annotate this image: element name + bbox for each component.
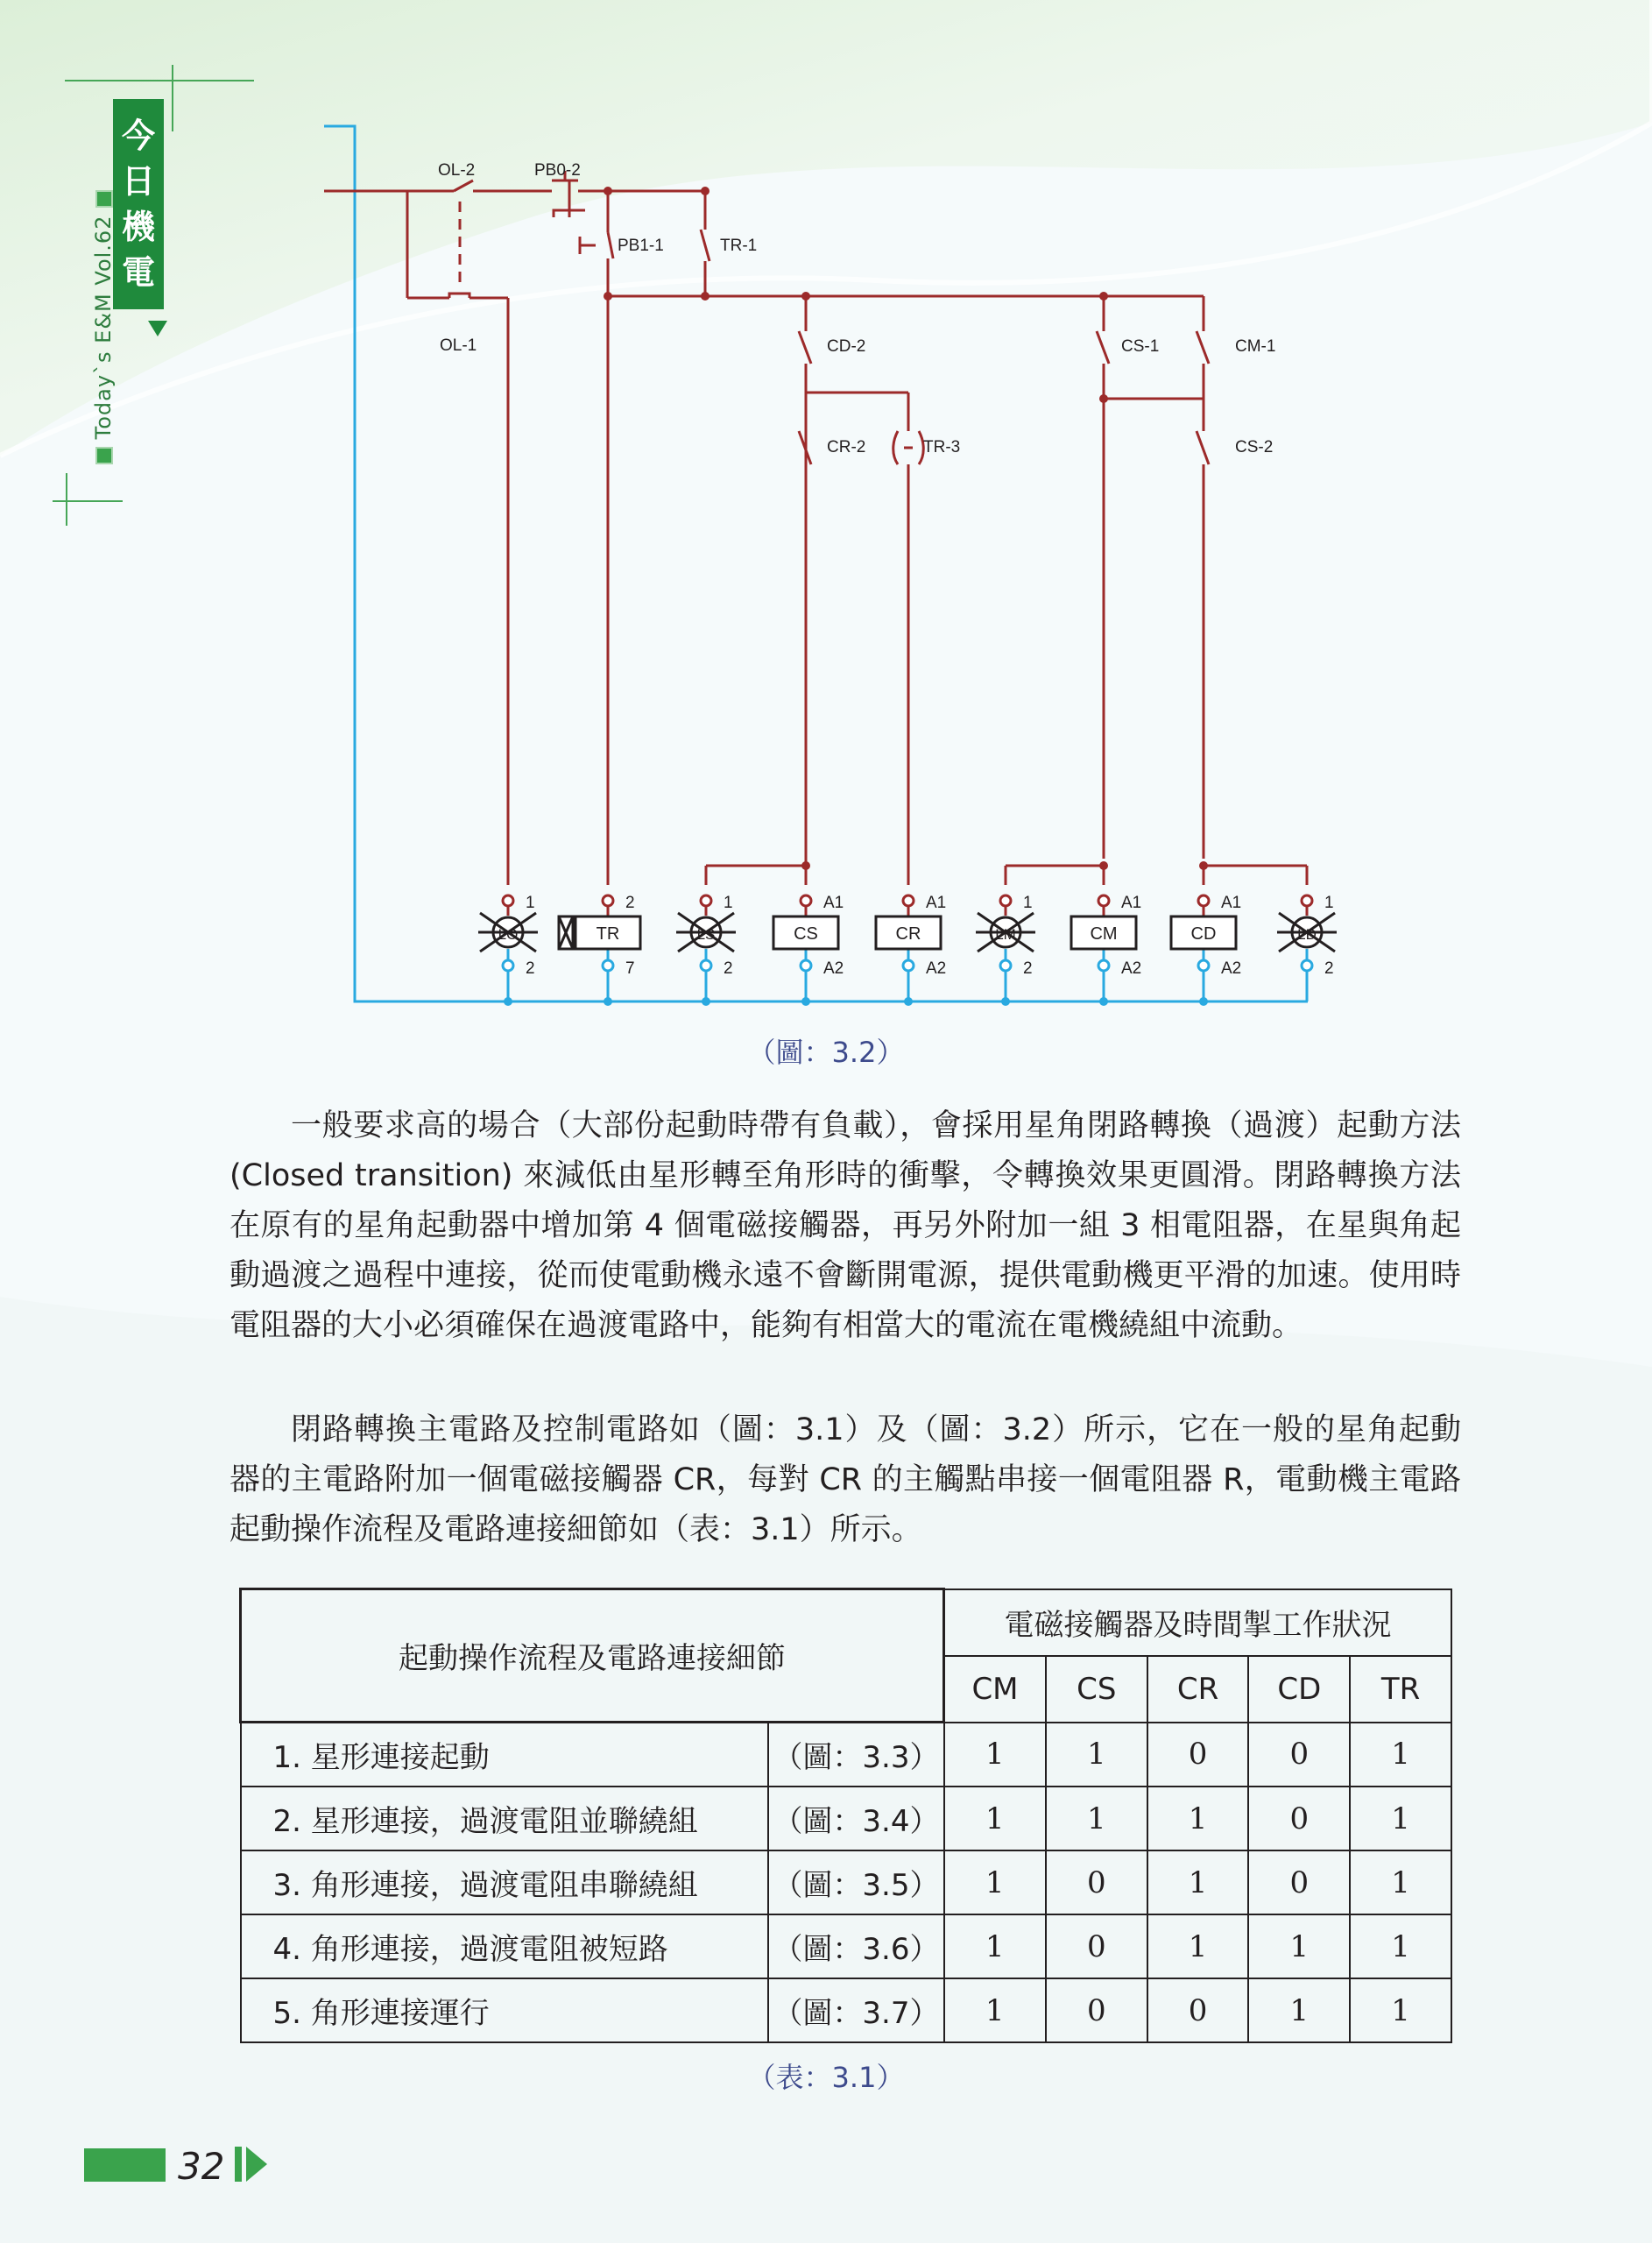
- value-cell: 1: [944, 1787, 1046, 1850]
- label-cm1: CM-1: [1235, 337, 1276, 356]
- terminal-bottom-label: A2: [1121, 959, 1142, 978]
- column-header: CR: [1147, 1656, 1249, 1723]
- value-cell: 0: [1046, 1914, 1147, 1978]
- terminal-bottom-label: 2: [1023, 959, 1033, 978]
- volume-text: Today`s E&M Vol.62: [91, 215, 116, 440]
- component-tr: [559, 894, 640, 1001]
- terminal-top-label: 1: [724, 894, 733, 912]
- cs1-contact: [1097, 331, 1109, 364]
- column-header: CD: [1248, 1656, 1350, 1723]
- component-cm: [1071, 894, 1141, 1001]
- ol1-contact: [449, 294, 469, 298]
- step-cell: 2. 星形連接，過渡電阻並聯繞組: [241, 1787, 769, 1850]
- component-label: LM: [995, 926, 1016, 943]
- pb11-contact: [608, 232, 613, 258]
- component-lm: [976, 894, 1035, 1001]
- figure-caption: （圖：3.2）: [747, 1036, 905, 1069]
- terminal-bottom-label: 2: [526, 959, 535, 978]
- label-cr2: CR-2: [827, 438, 866, 456]
- masthead-char: 今: [121, 116, 155, 155]
- table-row: [241, 1978, 1452, 2042]
- masthead-char: 機: [121, 207, 155, 246]
- label-ol2: OL-2: [438, 161, 476, 180]
- control-circuit-diagram: [0, 0, 1652, 1051]
- value-cell: 0: [1248, 1787, 1350, 1850]
- label-tr3: TR-3: [923, 438, 961, 456]
- value-cell: 1: [1147, 1787, 1249, 1850]
- component-row: [478, 894, 1337, 1001]
- value-cell: 1: [1350, 1787, 1451, 1850]
- terminal-top-label: A1: [1121, 894, 1142, 912]
- neutral-line: [324, 126, 1308, 1001]
- header-right: 電磁接觸器及時間掣工作狀況: [944, 1589, 1451, 1656]
- value-cell: 1: [1350, 1723, 1451, 1787]
- page-bar: [84, 2148, 166, 2182]
- label-cs1: CS-1: [1121, 337, 1160, 356]
- value-cell: 1: [1248, 1978, 1350, 2042]
- value-cell: 1: [1248, 1914, 1350, 1978]
- component-ld: [1277, 894, 1337, 1001]
- terminal-bottom-label: 2: [724, 959, 733, 978]
- value-cell: 1: [944, 1978, 1046, 2042]
- value-cell: 1: [1147, 1914, 1249, 1978]
- component-cr: [876, 894, 946, 1001]
- value-cell: 1: [944, 1850, 1046, 1914]
- value-cell: 1: [1350, 1850, 1451, 1914]
- value-cell: 1: [944, 1723, 1046, 1787]
- value-cell: 1: [944, 1914, 1046, 1978]
- tr1-contact: [701, 230, 710, 261]
- component-label: LS: [696, 926, 716, 943]
- ref-cell: （圖：3.6）: [768, 1914, 943, 1978]
- table-row: [241, 1914, 1452, 1978]
- page-number: 32: [178, 2145, 225, 2188]
- cd2-contact: [799, 331, 811, 364]
- value-cell: 1: [1350, 1914, 1451, 1978]
- tr3-contact: [893, 431, 924, 464]
- column-header: TR: [1350, 1656, 1451, 1723]
- cs2-contact: [1197, 431, 1209, 464]
- value-cell: 0: [1046, 1978, 1147, 2042]
- operation-table: [239, 1588, 1452, 2043]
- terminal-bottom-label: A2: [823, 959, 844, 978]
- terminal-bottom-label: A2: [1221, 959, 1242, 978]
- ref-cell: （圖：3.4）: [768, 1787, 943, 1850]
- table-header-row: [241, 1589, 1452, 1656]
- step-cell: 4. 角形連接，過渡電阻被短路: [241, 1914, 769, 1978]
- table-row: [241, 1723, 1452, 1787]
- label-pb02: PB0-2: [534, 161, 581, 180]
- terminal-top-label: A1: [1221, 894, 1242, 912]
- step-cell: 1. 星形連接起動: [241, 1723, 769, 1787]
- component-label: CD: [1190, 924, 1217, 944]
- cm1-contact: [1197, 331, 1209, 364]
- terminal-top-label: 1: [526, 894, 535, 912]
- masthead-char: 日: [121, 161, 155, 201]
- paragraph-2: 閉路轉換主電路及控制電路如（圖：3.1）及（圖：3.2）所示，它在一般的星角起動器的主電路附加一個電磁接觸器 CR，每對 CR 的主觸點串接一個電阻器 R，電動機主電路起動操作流程及電路連接細節如（表：3.1）所示。: [229, 1412, 1461, 1547]
- component-cs: [773, 894, 844, 1001]
- value-cell: 0: [1248, 1723, 1350, 1787]
- value-cell: 1: [1147, 1850, 1249, 1914]
- terminal-top-label: 2: [625, 894, 635, 912]
- label-pb11: PB1-1: [618, 237, 664, 255]
- terminal-bottom-label: 2: [1324, 959, 1334, 978]
- value-cell: 0: [1248, 1850, 1350, 1914]
- label-cs2: CS-2: [1235, 438, 1274, 456]
- component-label: LO: [498, 926, 519, 943]
- column-header: CS: [1046, 1656, 1147, 1723]
- header-left: 起動操作流程及電路連接細節: [241, 1589, 944, 1723]
- label-ol1: OL-1: [440, 336, 477, 355]
- terminal-top-label: 1: [1023, 894, 1033, 912]
- component-label: CS: [794, 924, 818, 944]
- column-header: CM: [944, 1656, 1046, 1723]
- ref-cell: （圖：3.3）: [768, 1723, 943, 1787]
- terminal-bottom-label: 7: [625, 959, 635, 978]
- paragraph-1: 一般要求高的場合（大部份起動時帶有負載），會採用星角閉路轉換（過渡）起動方法 (Closed transition) 來減低由星形轉至角形時的衝擊，令轉換效果更圓滑。閉路轉換方法在原有的星角起動器中增加第 4 個電磁接觸器，再另外附加一組 3 相電阻器，在星與角起動過渡之過程中連接，從而使電動機永遠不會斷開電源，提供電動機更平滑的加速。使用時電阻器的大小必須確保在過渡電路中，能夠有相當大的電流在電機繞組中流動。: [229, 1108, 1461, 1343]
- value-cell: 1: [1046, 1787, 1147, 1850]
- value-cell: 0: [1147, 1978, 1249, 2042]
- table-caption: （表：3.1）: [747, 2061, 905, 2094]
- component-label: CR: [895, 924, 921, 944]
- masthead-char: 電: [121, 252, 155, 292]
- component-lo: [478, 894, 538, 1001]
- terminal-top-label: A1: [823, 894, 844, 912]
- label-tr1: TR-1: [720, 237, 758, 255]
- terminal-top-label: A1: [926, 894, 947, 912]
- ol2-contact: [454, 180, 473, 191]
- control-wiring: [324, 171, 1307, 885]
- next-arrow-icon: [235, 2145, 270, 2185]
- value-cell: 0: [1046, 1850, 1147, 1914]
- terminal-bottom-label: A2: [926, 959, 947, 978]
- component-label: TR: [596, 924, 620, 944]
- component-label: LD: [1297, 926, 1317, 943]
- value-cell: 1: [1350, 1978, 1451, 2042]
- label-cd2: CD-2: [827, 337, 866, 356]
- table-row: [241, 1787, 1452, 1850]
- step-cell: 5. 角形連接運行: [241, 1978, 769, 2042]
- ref-cell: （圖：3.5）: [768, 1850, 943, 1914]
- component-ls: [676, 894, 736, 1001]
- component-cd: [1171, 894, 1241, 1001]
- ref-cell: （圖：3.7）: [768, 1978, 943, 2042]
- value-cell: 0: [1147, 1723, 1249, 1787]
- terminal-top-label: 1: [1324, 894, 1334, 912]
- step-cell: 3. 角形連接，過渡電阻串聯繞組: [241, 1850, 769, 1914]
- table-row: [241, 1850, 1452, 1914]
- value-cell: 1: [1046, 1723, 1147, 1787]
- component-label: CM: [1090, 924, 1118, 944]
